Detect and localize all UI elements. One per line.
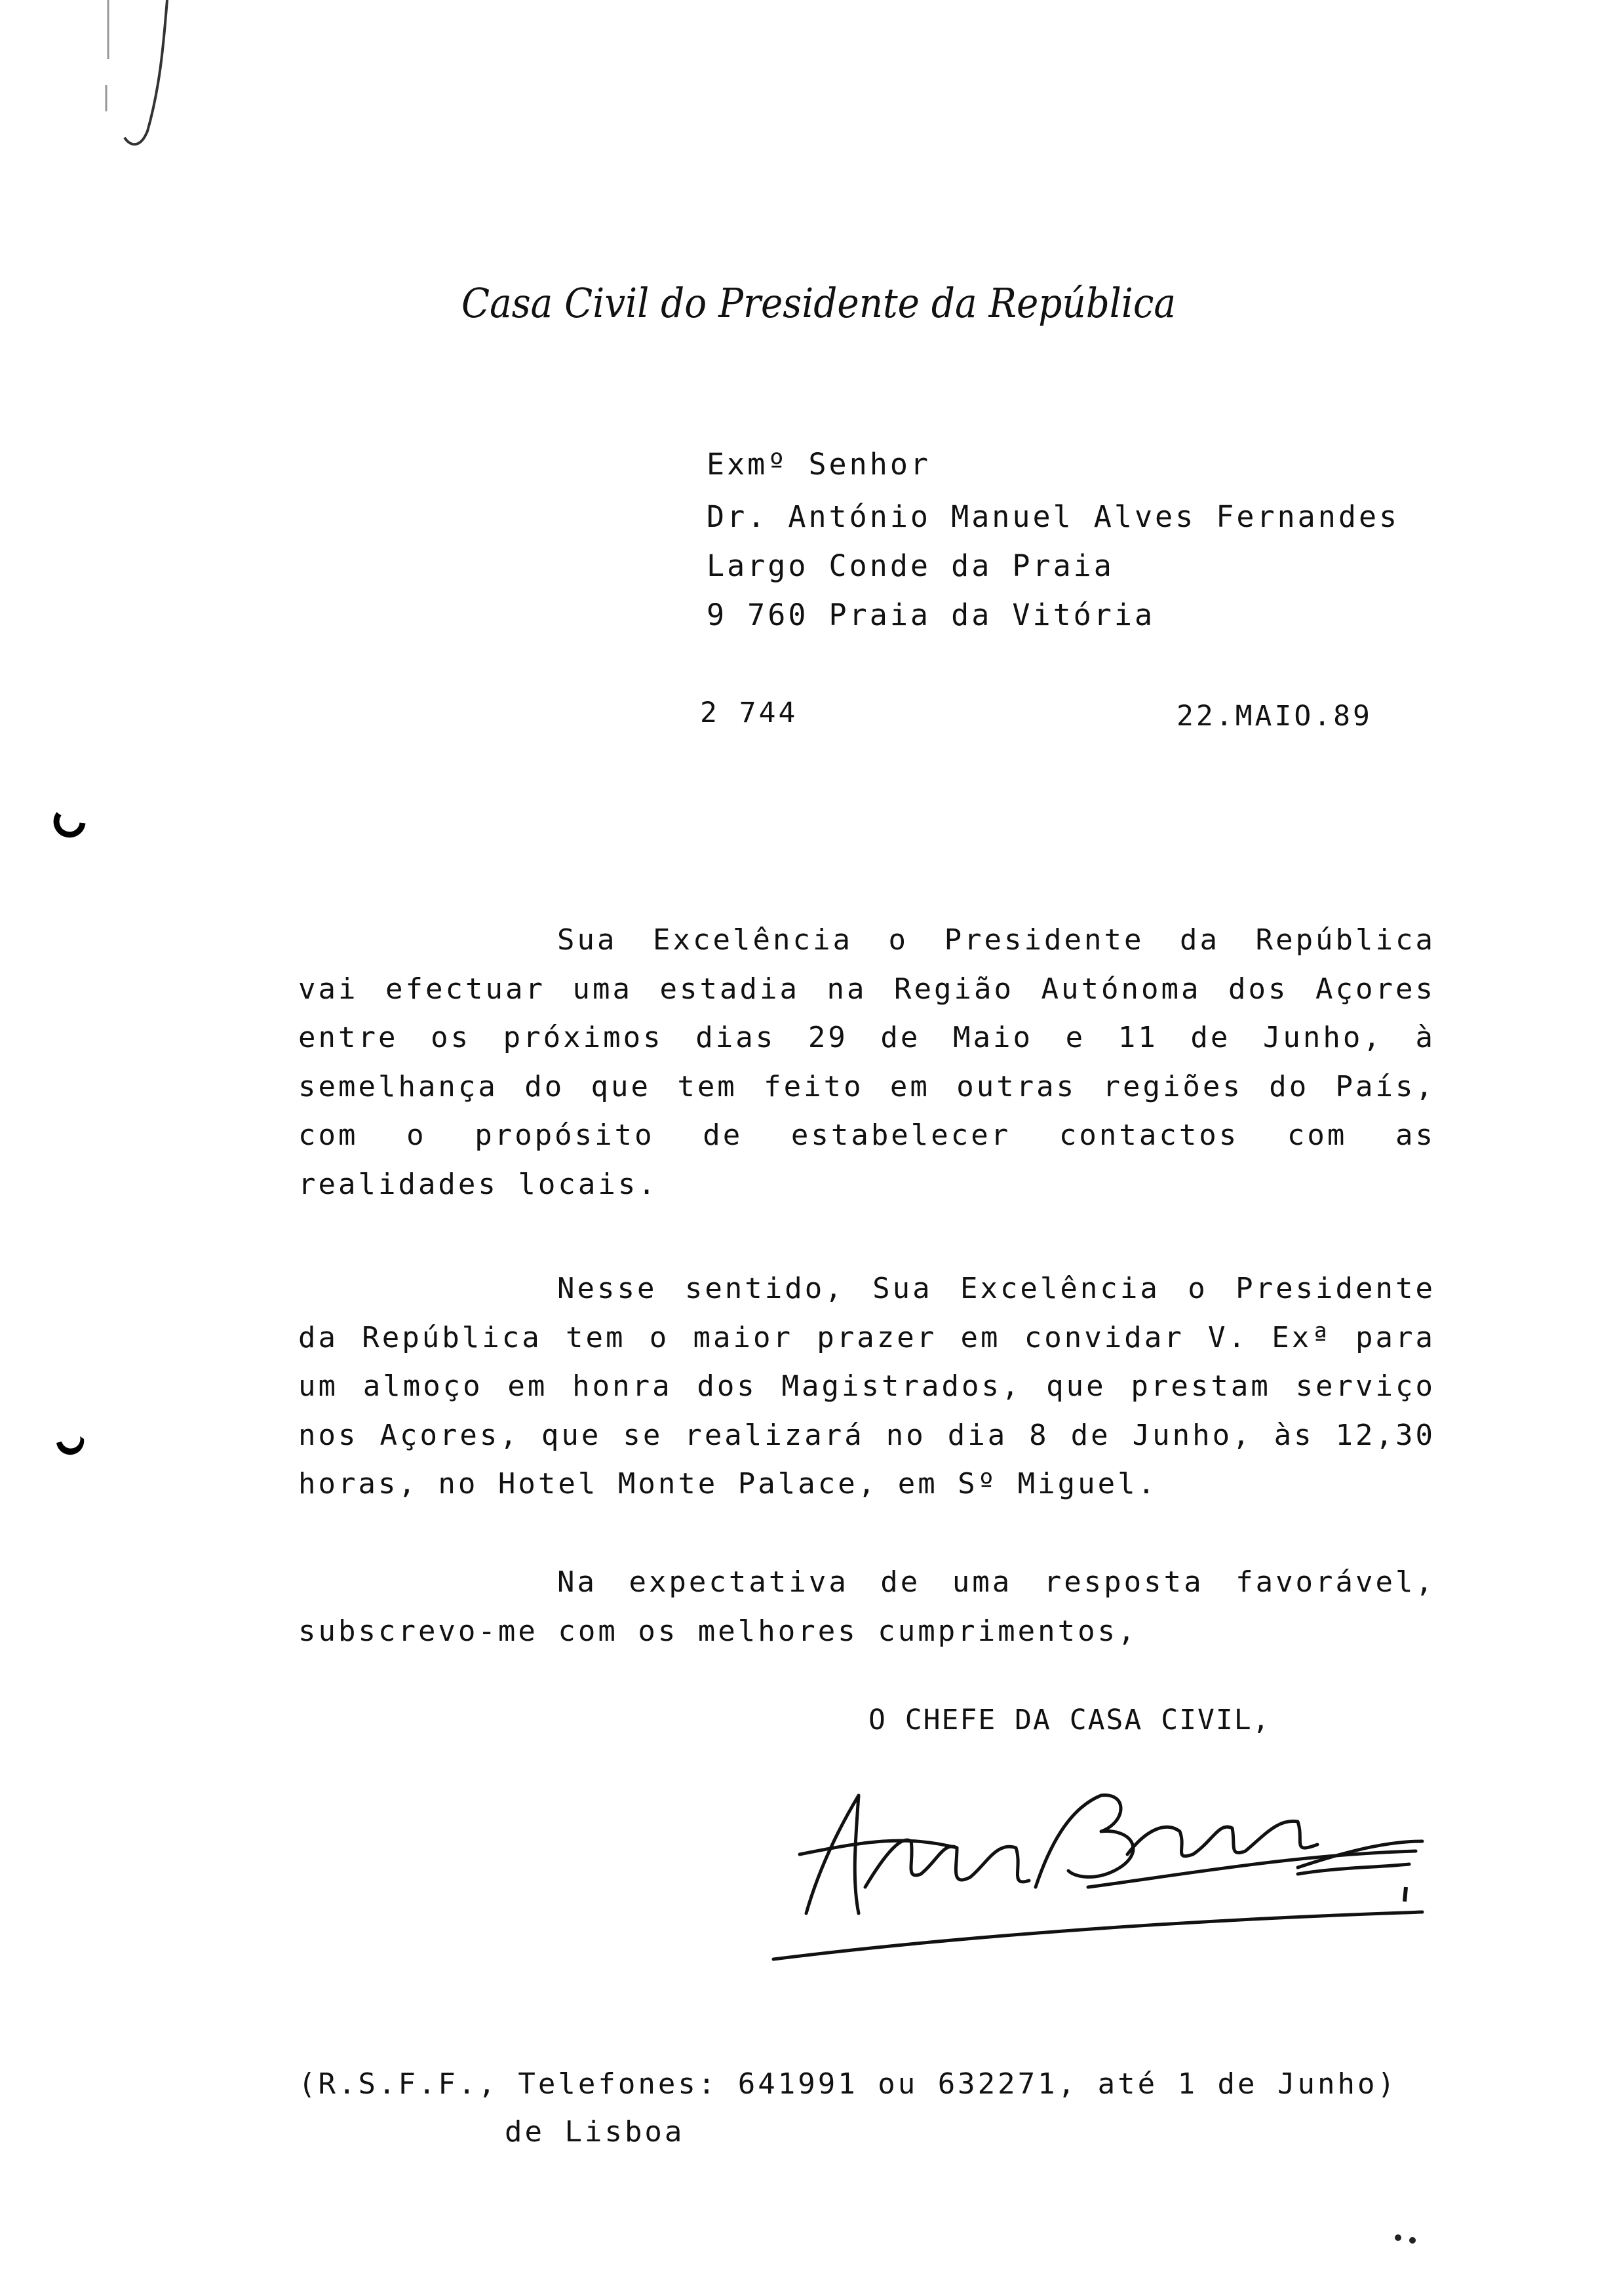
footer-city: de Lisboa [505, 2115, 685, 2149]
footer-contact: (R.S.F.F., Telefones: 641991 ou 632271, até 1 de Junho) [298, 2067, 1397, 2101]
recipient-street: Largo Conde da Praia [707, 548, 1114, 583]
stray-dot [1409, 2237, 1416, 2244]
stray-dot [1395, 2234, 1401, 2241]
svg-text:Casa Civil do Presidente da Re: Casa Civil do Presidente da República [461, 279, 1176, 327]
margin-pencil-mark [92, 0, 184, 157]
recipient-name: Dr. António Manuel Alves Fernandes [707, 499, 1400, 534]
reference-number: 2 744 [700, 697, 798, 729]
closing-title: O CHEFE DA CASA CIVIL, [868, 1704, 1271, 1736]
letter-date: 22.MAIO.89 [1177, 700, 1372, 733]
body-paragraph-3: Na expectativa de uma resposta favorável, subscrevo-me com os melhores cumprimentos, [298, 1565, 1435, 1648]
letterhead-script [459, 270, 1180, 335]
body-paragraph-2: Nesse sentido, Sua Excelência o Presidente da República tem o maior prazer em convidar V. Exª para um almoço em honra dos Magistrados, que prestam serviço nos Açores, que se realizará no dia 8 de Junho, às 12,30 horas, no Hotel Monte Palace, em Sº Miguel. [298, 1272, 1435, 1501]
punch-hole-mark [52, 807, 88, 843]
signature [760, 1756, 1435, 1966]
punch-hole-mark [52, 1428, 88, 1464]
body-paragraph-1: Sua Excelência o Presidente da República vai efectuar uma estadia na Região Autónoma dos Açores entre os próximos dias 29 de Maio e 11 de Junho, à semelhança do que tem feito em outras regiões do País, com o propósito de estabelecer contactos com as realidades locais. [298, 923, 1435, 1201]
recipient-city: 9 760 Praia da Vitória [707, 598, 1156, 632]
recipient-salutation: Exmº Senhor [707, 447, 931, 482]
